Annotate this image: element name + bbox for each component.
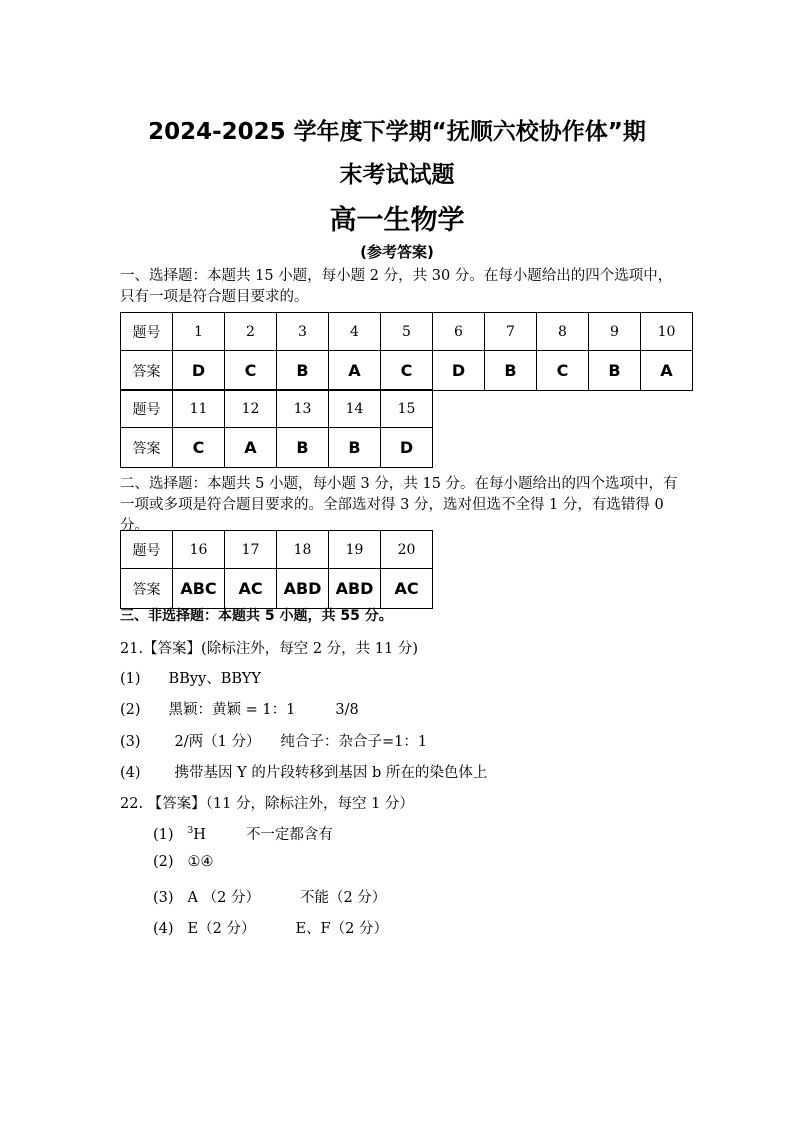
section-1-instructions: 一、选择题：本题共 15 小题，每小题 2 分，共 30 分。在每小题给出的四个选项中，只有一项是符合题目要求的。 [120, 268, 673, 305]
answer-cell: D [381, 428, 433, 468]
item-answer-2: 不一定都含有 [245, 827, 333, 843]
question-number: 19 [329, 531, 381, 569]
question-number-label: 题号 [121, 531, 173, 569]
question-number: 11 [173, 390, 225, 428]
question-number: 10 [641, 313, 693, 351]
question-number: 4 [329, 313, 381, 351]
item-answer-2: 3/8 [335, 702, 359, 718]
question-number: 15 [381, 390, 433, 428]
answer-cell: ABD [329, 569, 381, 609]
question-number: 5 [381, 313, 433, 351]
question-number: 1 [173, 313, 225, 351]
answer-table-1 [120, 312, 693, 391]
answer-cell: C [537, 351, 589, 391]
q22-heading: 22. 【答案】（11 分，除标注外，每空 1 分） [120, 796, 414, 812]
answer-cell: AC [225, 569, 277, 609]
item-answer: H [193, 827, 206, 843]
item-number: (4) [120, 765, 141, 781]
item-number: (3) [153, 890, 174, 906]
question-number: 9 [589, 313, 641, 351]
item-number: (1) [120, 671, 141, 687]
question-number: 2 [225, 313, 277, 351]
subject-title: 高一生物学 [329, 205, 465, 236]
answer-cell: A [641, 351, 693, 391]
answer-cell: C [381, 351, 433, 391]
answer-cell: C [225, 351, 277, 391]
reference-answer-label: (参考答案) [360, 243, 434, 261]
item-answer: BByy、BBYY [168, 671, 261, 687]
q21-item-3 [120, 730, 427, 751]
item-number: (2) [153, 854, 174, 870]
item-answer-2: 不能（2 分） [299, 890, 387, 906]
answer-table-2 [120, 389, 433, 468]
item-answer: 携带基因 Y 的片段转移到基因 b 所在的染色体上 [174, 765, 488, 781]
q21-item-1 [120, 667, 261, 688]
question-number: 7 [485, 313, 537, 351]
answer-cell: A [329, 351, 381, 391]
question-number: 8 [537, 313, 589, 351]
answer-cell: B [277, 428, 329, 468]
answer-cell: B [329, 428, 381, 468]
item-answer: ①④ [187, 854, 214, 870]
question-number: 14 [329, 390, 381, 428]
answer-cell: A [225, 428, 277, 468]
answer-cell: ABD [277, 569, 329, 609]
question-number-label: 题号 [121, 313, 173, 351]
item-answer-2: 纯合子：杂合子=1：1 [280, 734, 428, 750]
answer-table-3 [120, 530, 433, 609]
answer-label: 答案 [121, 569, 173, 609]
answer-cell: AC [381, 569, 433, 609]
question-number: 18 [277, 531, 329, 569]
superscript: 3 [187, 826, 194, 837]
item-number: (1) [153, 827, 174, 843]
q22-item-3 [153, 886, 386, 907]
section-3-heading: 三、非选择题：本题共 5 小题，共 55 分。 [120, 608, 393, 624]
answer-label: 答案 [121, 351, 173, 391]
item-answer-2: E、F（2 分） [295, 921, 388, 937]
question-number: 13 [277, 390, 329, 428]
title-line-1: 2024-2025 学年度下学期“抚顺六校协作体”期 [148, 119, 646, 145]
item-answer: 2/两（1 分） [174, 734, 261, 750]
answer-cell: ABC [173, 569, 225, 609]
question-number-label: 题号 [121, 390, 173, 428]
q21-heading: 21.【答案】(除标注外，每空 2 分，共 11 分) [120, 641, 418, 657]
answer-label: 答案 [121, 428, 173, 468]
q22-item-4 [153, 917, 388, 938]
question-number: 3 [277, 313, 329, 351]
q22-item-2 [153, 854, 214, 870]
answer-cell: D [173, 351, 225, 391]
q21-item-4 [120, 761, 487, 782]
item-answer: E（2 分） [187, 921, 256, 937]
item-answer: 黑颖：黄颖 = 1：1 [168, 702, 296, 718]
question-number: 17 [225, 531, 277, 569]
item-number: (2) [120, 702, 141, 718]
answer-cell: B [589, 351, 641, 391]
section-2-instructions: 二、选择题：本题共 5 小题，每小题 3 分，共 15 分。在每小题给出的四个选项中，有一项或多项是符合题目要求的。全部选对得 3 分，选对但选不全得 1 分，有选错得 0 分。 [120, 476, 678, 534]
q22-item-1 [153, 823, 333, 844]
answer-cell: C [173, 428, 225, 468]
question-number: 20 [381, 531, 433, 569]
item-number: (3) [120, 734, 141, 750]
answer-cell: B [277, 351, 329, 391]
item-answer: A （2 分） [187, 890, 260, 906]
answer-cell: D [433, 351, 485, 391]
item-number: (4) [153, 921, 174, 937]
question-number: 16 [173, 531, 225, 569]
title-line-2: 末考试试题 [339, 162, 455, 188]
question-number: 12 [225, 390, 277, 428]
q21-item-2 [120, 698, 359, 719]
answer-cell: B [485, 351, 537, 391]
question-number: 6 [433, 313, 485, 351]
